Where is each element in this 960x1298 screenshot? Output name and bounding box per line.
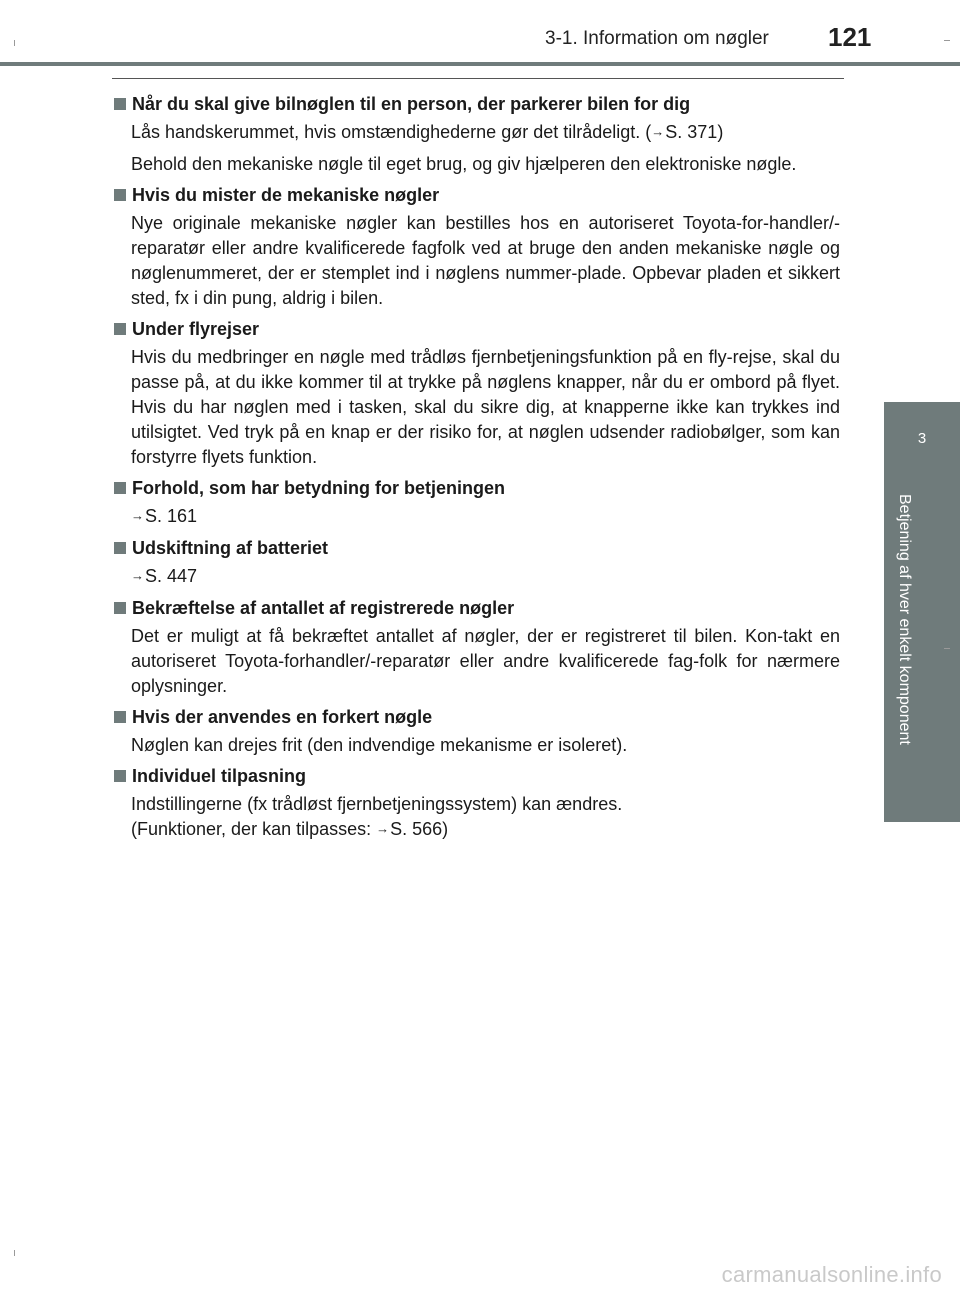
square-bullet-icon (114, 482, 126, 494)
paragraph-text: ) (442, 819, 449, 839)
arrow-right-icon: → (131, 508, 144, 523)
header-bar (0, 62, 960, 66)
section-heading (112, 764, 840, 788)
section-heading (112, 476, 840, 500)
arrow-right-icon: → (376, 821, 390, 836)
watermark: carmanualsonline.info (721, 1262, 942, 1287)
section-registered-keys (112, 596, 840, 699)
square-bullet-icon (114, 323, 126, 335)
paragraph (131, 792, 840, 843)
page-reference-link[interactable]: S. 161 (145, 506, 198, 526)
crop-mark (14, 40, 15, 46)
section-heading-text: Når du skal give bilnøglen til en person, der parkerer bilen for dig (132, 94, 691, 114)
crop-mark (944, 40, 950, 41)
paragraph: Behold den mekaniske nøgle til eget brug, og giv hjælperen den elektroniske nøgle. (131, 154, 797, 174)
section-heading (112, 92, 840, 116)
paragraph-text: (Funktioner, der kan tilpasses: (131, 819, 377, 839)
running-header-title: 3-1. Information om nøgler (545, 28, 769, 49)
section-valet (112, 92, 840, 177)
square-bullet-icon (114, 542, 126, 554)
section-heading-text: Udskiftning af batteriet (132, 538, 329, 558)
paragraph (131, 564, 840, 590)
paragraph-text: Lås handskerummet, hvis omstændighederne gør det tilrådeligt. ( (131, 122, 652, 142)
chapter-number: 3 (917, 430, 927, 447)
square-bullet-icon (114, 189, 126, 201)
section-heading-text: Forhold, som har betydning for betjeningen (132, 478, 505, 498)
paragraph (131, 120, 840, 146)
section-heading (112, 596, 840, 620)
crop-mark (14, 1250, 15, 1256)
page-content (112, 92, 840, 849)
chapter-label: Betjening af hver enkelt komponent (896, 494, 913, 745)
paragraph: Nye originale mekaniske nøgler kan bestilles hos en autoriseret Toyota-for-handler/-reparatør eller andre kvalificerede fagfolk ved at bruge den anden mekaniske nøgle og nøglenummeret, der er stemplet ind i nøglens nummer-plade. Opbevar pladen et sikkert sted, fx i din pung, aldrig i bilen. (131, 213, 840, 308)
crop-mark (944, 648, 950, 649)
page-number: 121 (828, 22, 872, 52)
paragraph-line (131, 817, 840, 843)
section-wrong-key (112, 705, 840, 758)
page-reference-link[interactable]: S. 371 (665, 122, 718, 142)
chapter-side-tab (884, 402, 960, 822)
section-heading-text: Hvis du mister de mekaniske nøgler (132, 185, 440, 205)
section-heading (112, 705, 840, 729)
page-reference-link[interactable]: S. 566 (390, 819, 443, 839)
paragraph: Det er muligt at få bekræftet antallet af nøgler, der er registreret til bilen. Kon-takt en autoriseret Toyota-forhandler/-reparatør eller andre kvalificerede fag-folk for nærmere oplysninger. (131, 626, 840, 696)
top-rule (112, 78, 844, 79)
section-heading (112, 183, 840, 207)
section-heading-text: Bekræftelse af antallet af registrerede nøgler (132, 598, 515, 618)
section-operation-conditions (112, 476, 840, 530)
paragraph (131, 504, 840, 530)
section-heading (112, 536, 840, 560)
paragraph: Nøglen kan drejes frit (den indvendige mekanisme er isoleret). (131, 735, 628, 755)
section-flights (112, 317, 840, 470)
section-heading (112, 317, 840, 341)
square-bullet-icon (114, 770, 126, 782)
section-heading-text: Under flyrejser (132, 319, 260, 339)
paragraph-text: Indstillingerne (fx trådløst fjernbetjeningssystem) kan ændres. (131, 794, 623, 814)
square-bullet-icon (114, 602, 126, 614)
arrow-right-icon: → (131, 568, 144, 583)
square-bullet-icon (114, 711, 126, 723)
section-heading-text: Individuel tilpasning (132, 766, 307, 786)
arrow-right-icon: → (651, 124, 665, 139)
section-heading-text: Hvis der anvendes en forkert nøgle (132, 707, 433, 727)
section-customization (112, 764, 840, 843)
paragraph-text: ) (717, 122, 724, 142)
section-battery (112, 536, 840, 590)
paragraph: Hvis du medbringer en nøgle med trådløs fjernbetjeningsfunktion på en fly-rejse, skal du passe på, at du ikke kommer til at trykke på nøglens knapper, når du er ombord på flyet. Hvis du har nøglen med i tasken, skal du sikre dig, at knapperne ikke kan trykkes ind utilsigtet. Ved tryk på en knap er der risiko for, at nøglen udsender radiobølger, som kan forstyrre flyets funktion. (131, 347, 840, 467)
square-bullet-icon (114, 98, 126, 110)
page-reference-link[interactable]: S. 447 (145, 566, 198, 586)
section-lost-keys (112, 183, 840, 311)
